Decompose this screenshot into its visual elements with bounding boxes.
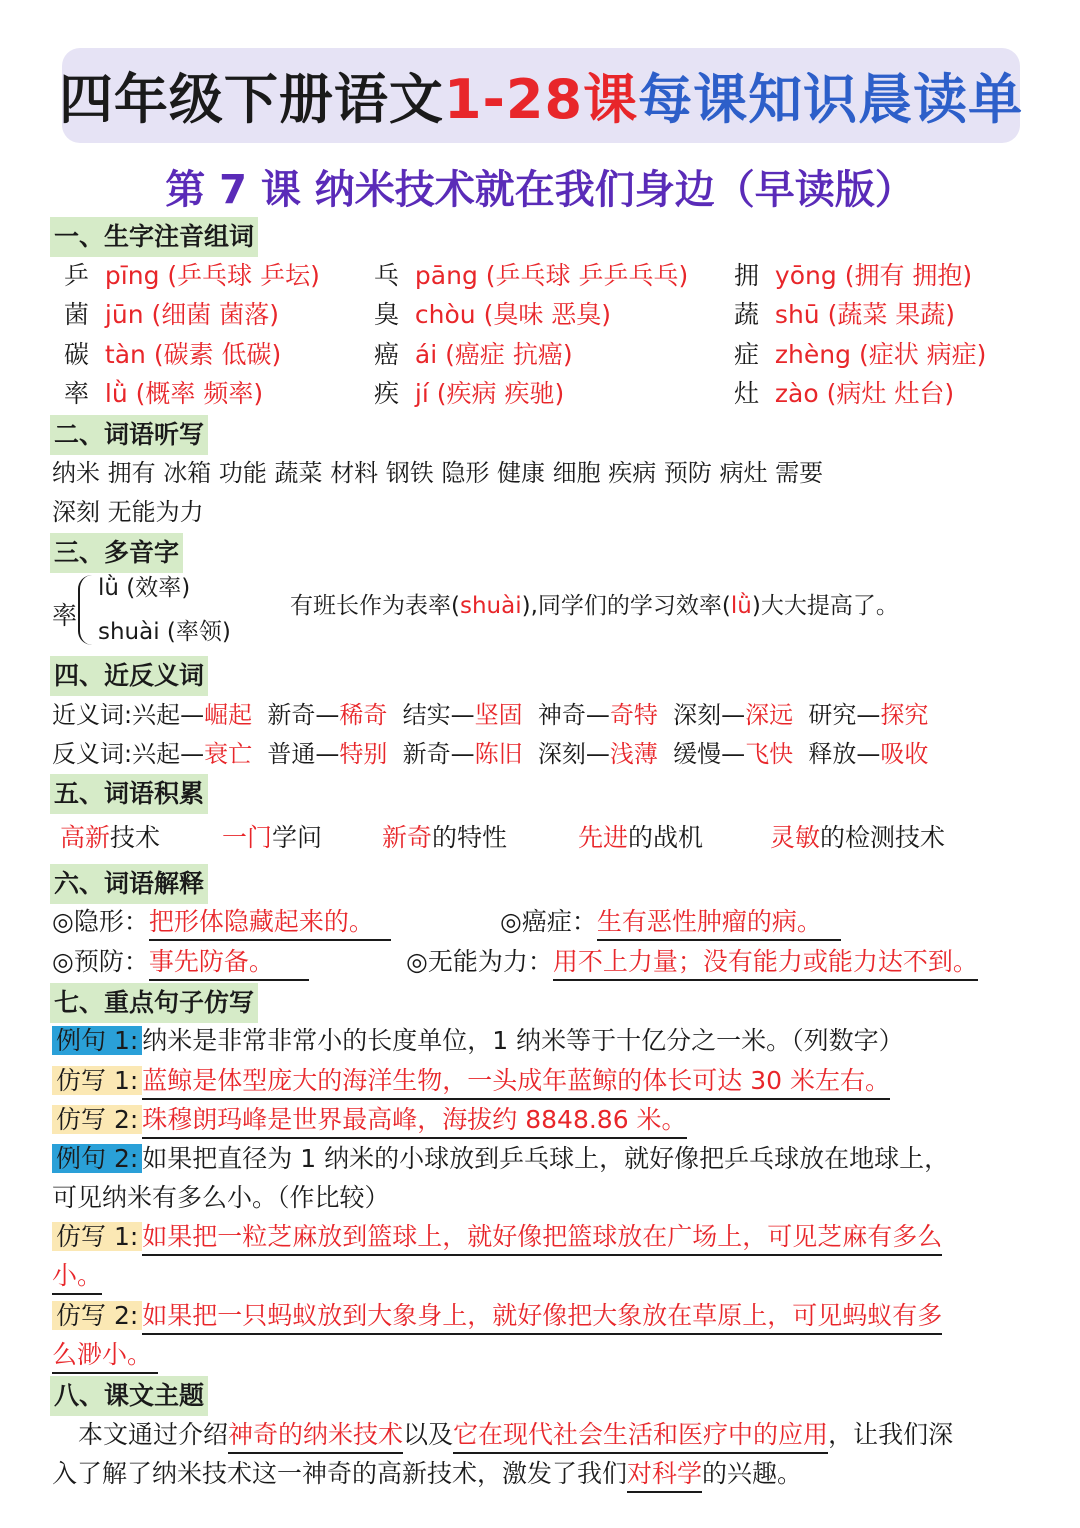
imitation-4-cont: 么渺小。 bbox=[52, 1337, 158, 1374]
char-entry: 灶 zào (病灶 灶台) bbox=[734, 379, 955, 408]
explain-item: ◎预防：事先防备。 bbox=[52, 944, 309, 981]
brace bbox=[78, 575, 94, 645]
section-heading-1: 一、生字注音组词 bbox=[50, 217, 258, 257]
imitation-3: 仿写 1: 如果把一粒芝麻放到篮球上，就好像把篮球放在广场上，可见芝麻有多么 bbox=[52, 1219, 942, 1256]
example-sentence-2: 例句 2: 如果把直径为 1 纳米的小球放到乒乓球上，就好像把乒乓球放在地球上， bbox=[52, 1141, 949, 1177]
char-entry: 乒 pīng (乒乓球 乒坛) bbox=[64, 261, 320, 290]
char-entry: 率 lǜ (概率 频率) bbox=[64, 379, 264, 408]
example-sentence-1: 例句 1: 纳米是非常非常小的长度单位，1 纳米等于十亿分之一米。（列数字） bbox=[52, 1023, 904, 1059]
char-entry: 拥 yōng (拥有 拥抱) bbox=[734, 261, 973, 290]
explain-item: ◎无能为力：用不上力量；没有能力或能力达不到。 bbox=[406, 944, 978, 981]
char-entry: 菌 jūn (细菌 菌落) bbox=[64, 300, 279, 329]
phrase-item: 灵敏的检测技术 bbox=[770, 823, 946, 852]
imitation-2: 仿写 2: 珠穆朗玛峰是世界最高峰，海拔约 8848.86 米。 bbox=[52, 1102, 687, 1139]
polyphone-sentence: 有班长作为表率(shuài),同学们的学习效率(lǜ)大大提高了。 bbox=[290, 593, 899, 619]
phrase-item: 新奇的特性 bbox=[382, 823, 508, 852]
section-heading-4: 四、近反义词 bbox=[50, 656, 208, 696]
example-sentence-2-cont: 可见纳米有多么小。（作比较） bbox=[52, 1183, 390, 1212]
char-entry: 乓 pāng (乒乓球 乒乒乓乓) bbox=[374, 261, 689, 290]
polyphone-char: 率 bbox=[52, 601, 78, 630]
imitation-4: 仿写 2: 如果把一只蚂蚁放到大象身上，就好像把大象放在草原上，可见蚂蚁有多 bbox=[52, 1298, 942, 1335]
title-part1: 四年级下册语文 bbox=[58, 68, 444, 131]
section-heading-2: 二、词语听写 bbox=[50, 415, 208, 455]
theme-line-2: 入了解了纳米技术这一神奇的高新技术，激发了我们对科学的兴趣。 bbox=[52, 1456, 802, 1493]
imitation-1: 仿写 1: 蓝鲸是体型庞大的海洋生物，一头成年蓝鲸的体长可达 30 米左右。 bbox=[52, 1063, 890, 1100]
dictation-line-2: 深刻 无能为力 bbox=[52, 498, 204, 526]
title-part2: 1-28课 bbox=[443, 68, 639, 131]
section-heading-8: 八、课文主题 bbox=[50, 1376, 208, 1416]
explain-item: ◎隐形：把形体隐藏起来的。 bbox=[52, 904, 391, 941]
polyphone-reading-1: lǜ (效率) bbox=[98, 575, 191, 601]
char-entry: 蔬 shū (蔬菜 果蔬) bbox=[734, 300, 956, 329]
char-entry: 碳 tàn (碳素 低碳) bbox=[64, 340, 282, 369]
section-heading-5: 五、词语积累 bbox=[50, 774, 208, 814]
phrase-item: 先进的战机 bbox=[578, 823, 704, 852]
char-entry: 症 zhèng (症状 病症) bbox=[734, 340, 987, 369]
imitation-3-cont: 小。 bbox=[52, 1258, 102, 1295]
polyphone-reading-2: shuài (率领) bbox=[98, 619, 231, 645]
antonyms-line: 反义词:兴起—衰亡 普通—特别 新奇—陈旧 深刻—浅薄 缓慢—飞快 释放—吸收 bbox=[52, 740, 929, 768]
theme-line-1: 本文通过介绍神奇的纳米技术以及它在现代社会生活和医疗中的应用，让我们深 bbox=[78, 1417, 953, 1454]
explain-item: ◎癌症：生有恶性肿瘤的病。 bbox=[500, 904, 841, 941]
section-heading-7: 七、重点句子仿写 bbox=[50, 983, 258, 1023]
section-heading-3: 三、多音字 bbox=[50, 533, 183, 573]
char-entry: 疾 jí (疾病 疾驰) bbox=[374, 379, 565, 408]
title-banner bbox=[58, 48, 1024, 143]
lesson-subtitle: 第 7 课 纳米技术就在我们身边（早读版） bbox=[165, 167, 915, 213]
char-entry: 癌 ái (癌症 抗癌) bbox=[374, 340, 573, 369]
section-heading-6: 六、词语解释 bbox=[50, 864, 208, 904]
title-part3: 每课知识晨读单 bbox=[638, 68, 1024, 131]
phrase-item: 高新技术 bbox=[60, 823, 161, 852]
phrase-item: 一门学问 bbox=[222, 823, 323, 852]
char-entry: 臭 chòu (臭味 恶臭) bbox=[374, 300, 612, 329]
synonyms-line: 近义词:兴起—崛起 新奇—稀奇 结实—坚固 神奇—奇特 深刻—深远 研究—探究 bbox=[52, 701, 929, 729]
dictation-line-1: 纳米 拥有 冰箱 功能 蔬菜 材料 钢铁 隐形 健康 细胞 疾病 预防 病灶 需要 bbox=[52, 459, 824, 487]
